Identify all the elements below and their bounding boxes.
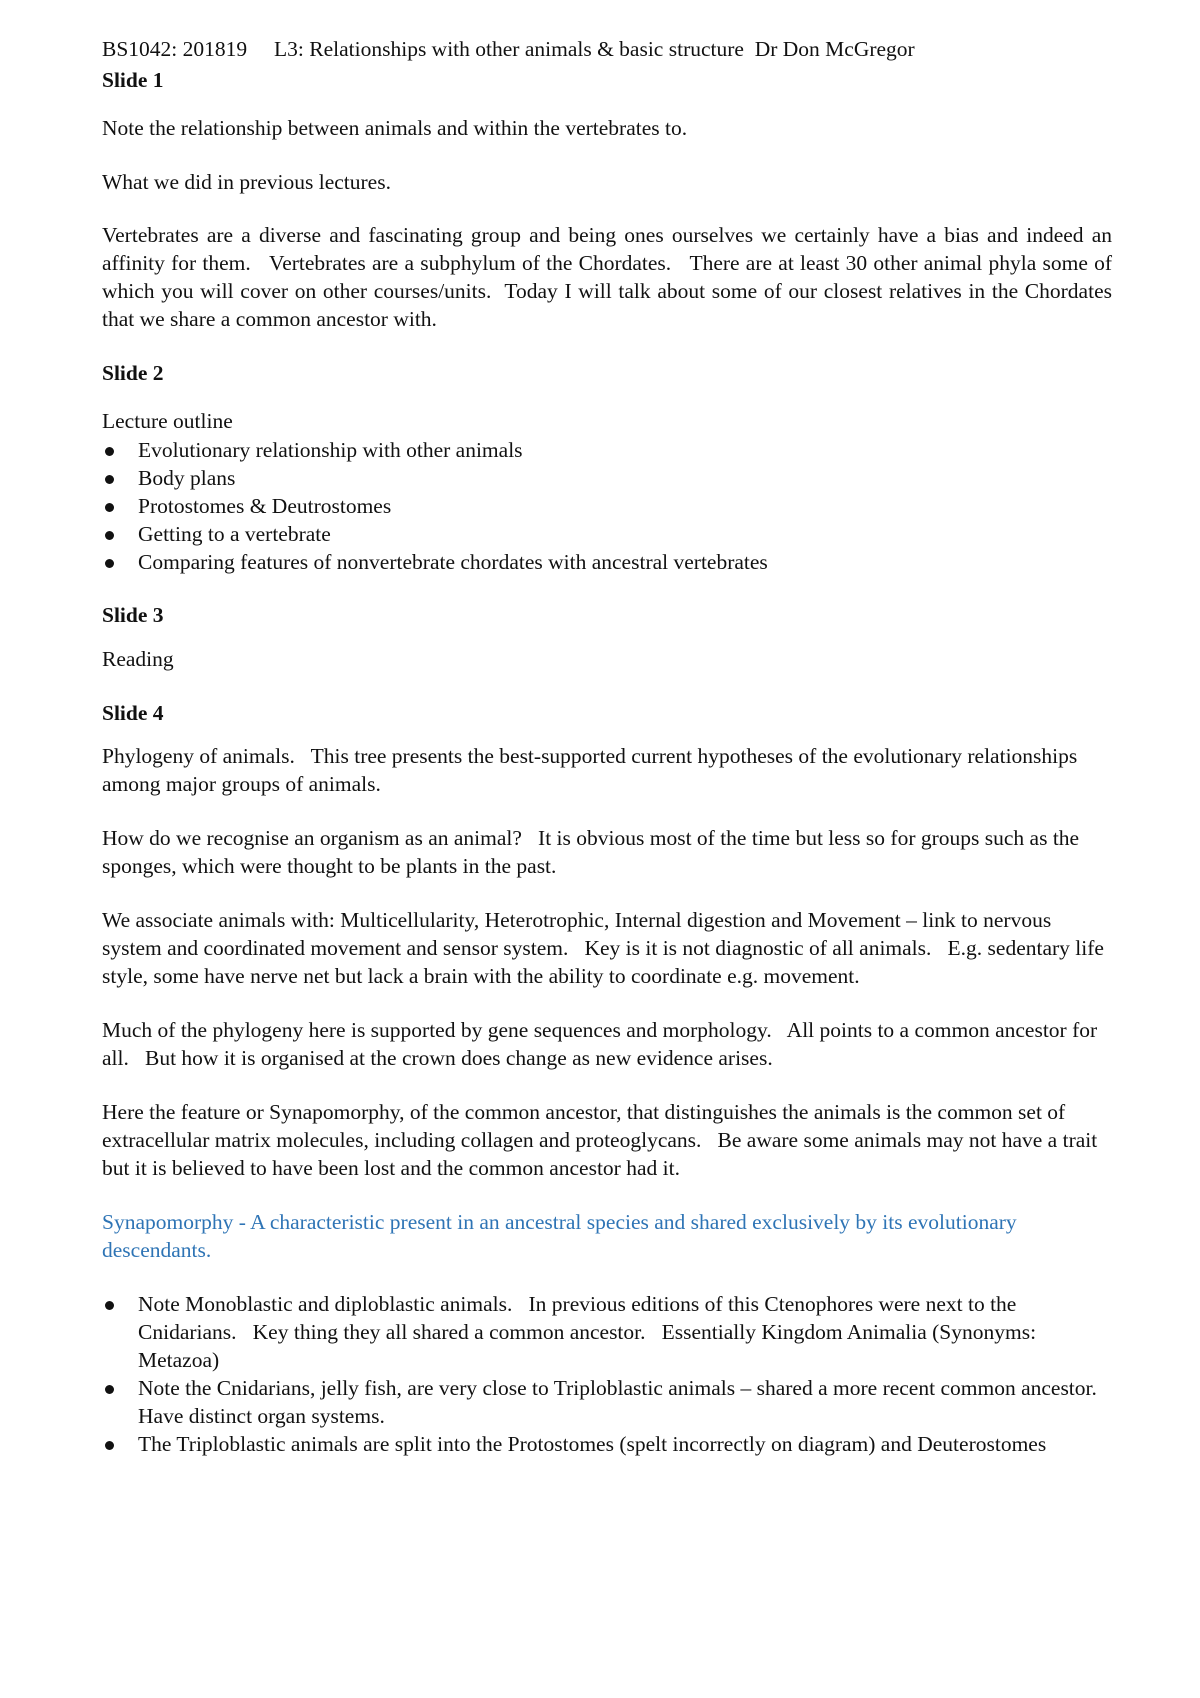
slide-2-outline-list bbox=[102, 436, 1112, 576]
slide-1-paragraph-1: Note the relationship between animals and within the vertebrates to. bbox=[102, 116, 688, 140]
slide-4-paragraph-3: We associate animals with: Multicellularity, Heterotrophic, Internal digestion and Movement – link to nervous system and coordinated movement and sensor system. Key is it is not diagnostic of all animals. E.g. sedentary life style, some have nerve net but lack a brain with the ability to coordinate e.g. movement. bbox=[102, 908, 1110, 988]
bullet-dot-icon bbox=[105, 559, 114, 568]
slide-4-heading: Slide 4 bbox=[102, 701, 164, 725]
slide-4-paragraph-2: How do we recognise an organism as an animal? It is obvious most of the time but less so for groups such as the sponges, which were thought to be plants in the past. bbox=[102, 826, 1085, 878]
bullet-dot-icon bbox=[105, 1441, 114, 1450]
slide-1-paragraph-3: Vertebrates are a diverse and fascinating group and being ones ourselves we certainly have a bias and indeed an affinity for them. Vertebrates are a subphylum of the Chordates. There are at least 30 other animal phyla some of which you will cover on other courses/units. Today I will talk about some of our closest relatives in the Chordates that we share a common ancestor with. bbox=[102, 223, 1118, 331]
slide-2-intro: Lecture outline bbox=[102, 409, 233, 433]
document-page bbox=[102, 34, 1118, 1458]
bullet-dot-icon bbox=[105, 1301, 114, 1310]
list-item: Evolutionary relationship with other animals bbox=[102, 436, 1112, 464]
bullet-dot-icon bbox=[105, 447, 114, 456]
list-item: Getting to a vertebrate bbox=[102, 520, 1112, 548]
list-item: Note Monoblastic and diploblastic animals. In previous editions of this Ctenophores were next to the Cnidarians. Key thing they all shared a common ancestor. Essentially Kingdom Animalia (Synonyms: Metazoa) bbox=[102, 1290, 1112, 1374]
slide-1-heading: Slide 1 bbox=[102, 68, 164, 92]
list-item: Protostomes & Deutrostomes bbox=[102, 492, 1112, 520]
bullet-dot-icon bbox=[105, 1385, 114, 1394]
slide-3-heading: Slide 3 bbox=[102, 603, 164, 627]
bullet-dot-icon bbox=[105, 475, 114, 484]
list-item: Comparing features of nonvertebrate chordates with ancestral vertebrates bbox=[102, 548, 1112, 576]
slide-2-heading: Slide 2 bbox=[102, 361, 164, 385]
slide-4-notes-list bbox=[102, 1290, 1112, 1458]
list-item: Note the Cnidarians, jelly fish, are very close to Triploblastic animals – shared a more recent common ancestor. Have distinct organ systems. bbox=[102, 1374, 1112, 1430]
bullet-dot-icon bbox=[105, 531, 114, 540]
slide-4-paragraph-4: Much of the phylogeny here is supported by gene sequences and morphology. All points to a common ancestor for all. But how it is organised at the crown does change as new evidence arises. bbox=[102, 1018, 1103, 1070]
slide-4-paragraph-1: Phylogeny of animals. This tree presents the best-supported current hypotheses of the evolutionary relationships among major groups of animals. bbox=[102, 744, 1083, 796]
slide-1-paragraph-2: What we did in previous lectures. bbox=[102, 170, 391, 194]
synapomorphy-definition: Synapomorphy - A characteristic present in an ancestral species and shared exclusively by its evolutionary descendants. bbox=[102, 1210, 1017, 1262]
document-header: BS1042: 201819 L3: Relationships with other animals & basic structure Dr Don McGregor bbox=[102, 37, 915, 61]
slide-3-paragraph-1: Reading bbox=[102, 647, 174, 671]
bullet-dot-icon bbox=[105, 503, 114, 512]
slide-4-paragraph-5: Here the feature or Synapomorphy, of the common ancestor, that distinguishes the animals is the common set of extracellular matrix molecules, including collagen and proteoglycans. Be aware some animals may not have a trait but it is believed to have been lost and the common ancestor had it. bbox=[102, 1100, 1103, 1180]
list-item: Body plans bbox=[102, 464, 1112, 492]
list-item: The Triploblastic animals are split into the Protostomes (spelt incorrectly on diagram) and Deuterostomes bbox=[102, 1430, 1112, 1458]
